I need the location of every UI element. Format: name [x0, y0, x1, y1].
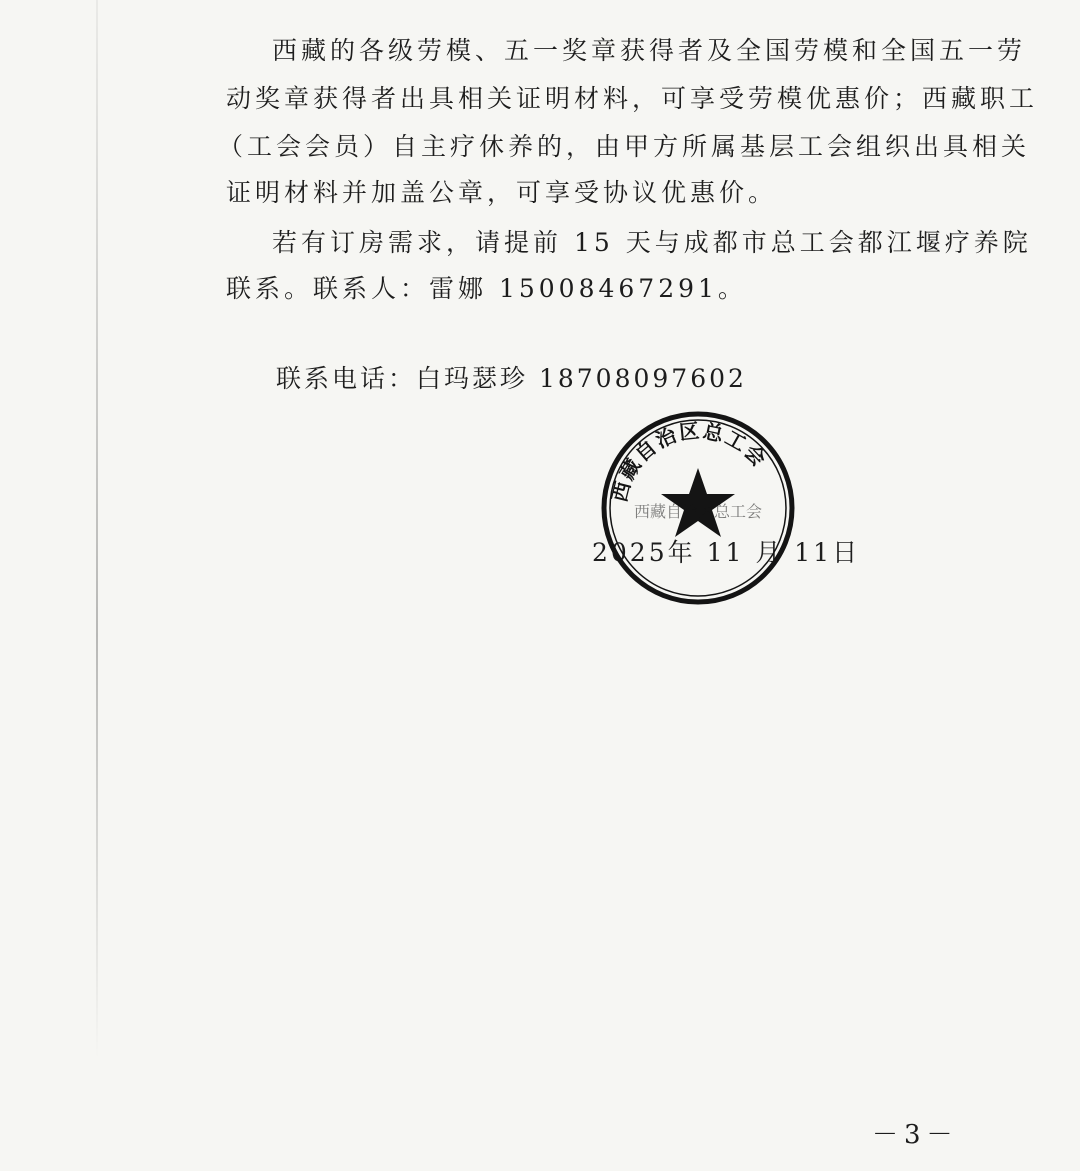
issue-date: 2025年 11 月 11日	[592, 538, 861, 567]
svg-text:西藏自治区总工会: 西藏自治区总工会	[633, 502, 763, 521]
scan-edge-shadow	[96, 0, 98, 1060]
contact-phone-line: 联系电话：白玛瑟珍 18708097602	[276, 364, 747, 393]
paragraph2-line1: 若有订房需求，请提前 15 天与成都市总工会都江堰疗养院	[272, 228, 1032, 257]
paragraph1-line3: （工会会员）自主疗休养的，由甲方所属基层工会组织出具相关	[218, 132, 1031, 161]
paragraph1-line2: 动奖章获得者出具相关证明材料，可享受劳模优惠价；西藏职工	[226, 84, 1039, 113]
official-seal-icon	[598, 410, 798, 606]
paragraph1-line1: 西藏的各级劳模、五一奖章获得者及全国劳模和全国五一劳	[272, 36, 1027, 65]
svg-text:西藏自治区总工会: 西藏自治区总工会	[607, 418, 772, 505]
paragraph1-line4: 证明材料并加盖公章，可享受协议优惠价。	[226, 178, 778, 207]
page-number: －3－	[872, 1120, 959, 1150]
paragraph2-line2: 联系。联系人：雷娜 15008467291。	[226, 274, 747, 303]
